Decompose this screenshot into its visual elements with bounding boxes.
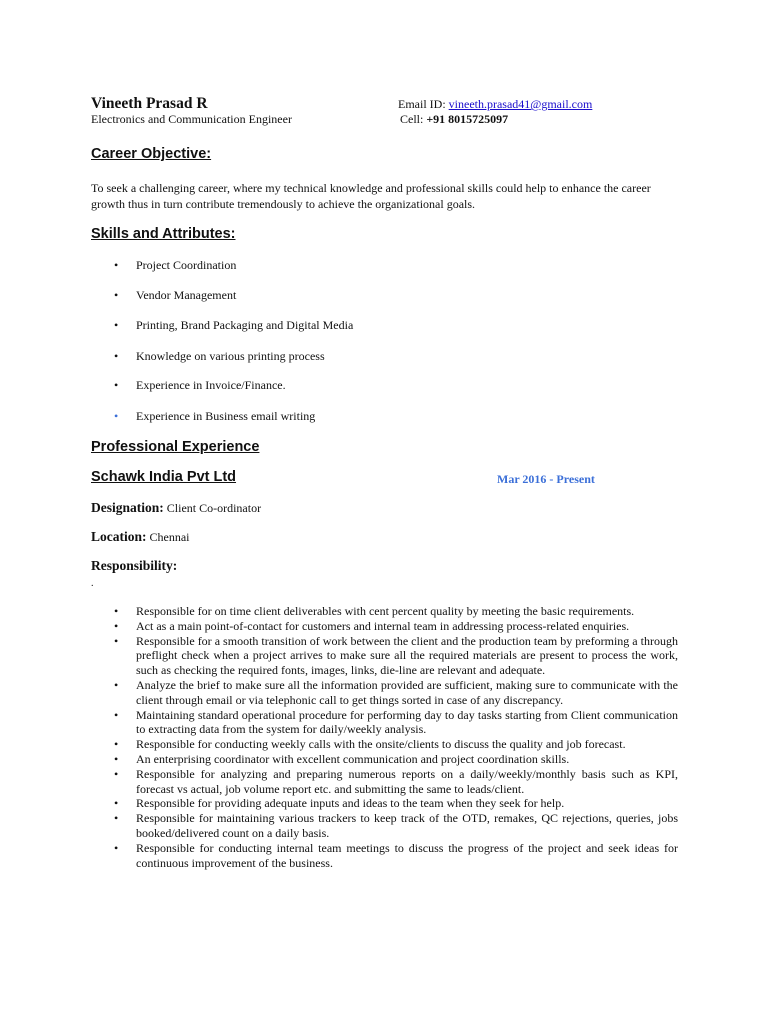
bullet-icon: • (114, 258, 119, 272)
list-item (114, 604, 678, 619)
responsibility-label: Responsibility: (91, 558, 178, 573)
skill-label: Experience in Invoice/Finance. (136, 378, 286, 392)
responsibility-text: Responsible for analyzing and preparing numerous reports on a daily/weekly/monthly basis such as KPI, forecast vs actual, job volume report etc. and submitting the same to leads/client. (136, 766, 678, 796)
cell-row (400, 112, 508, 127)
skill-label: Vendor Management (136, 288, 237, 302)
bullet-icon: • (114, 378, 119, 392)
bullet-icon: • (114, 811, 119, 826)
career-objective-line: To seek a challenging career, where my technical knowledge and professional skills could help to enhance the career (91, 181, 651, 195)
bullet-icon: • (114, 288, 119, 302)
list-item (114, 737, 678, 752)
bullet-icon: • (114, 737, 119, 752)
list-item (114, 796, 678, 811)
skill-item (114, 409, 315, 424)
designation-value: Client Co-ordinator (166, 501, 262, 515)
skill-label: Knowledge on various printing process (136, 349, 325, 363)
list-item (114, 619, 678, 634)
skill-item (114, 349, 325, 364)
responsibility-text: Act as a main point-of-contact for customers and internal team in addressing process-related enquiries. (136, 618, 630, 633)
bullet-icon: • (114, 677, 119, 692)
list-item (114, 678, 678, 708)
bullet-icon: • (114, 318, 119, 332)
skill-item (114, 258, 236, 273)
responsibility-text: Responsible for conducting internal team meetings to discuss the progress of the project and seek ideas for continuous improvement of the business. (136, 840, 678, 870)
list-item (114, 767, 678, 797)
bullet-icon: • (114, 766, 119, 781)
designation-line (91, 500, 261, 516)
email-link[interactable]: vineeth.prasad41@gmail.com (448, 97, 593, 111)
bullet-icon: • (114, 707, 119, 722)
responsibility-line (91, 558, 177, 574)
responsibility-text: Maintaining standard operational procedure for performing day to day tasks starting from Client communication to extracting data from the system for daily/weekly analysis. (136, 707, 678, 737)
responsibility-text: Analyze the brief to make sure all the information provided are sufficient, making sure to communicate with the client through email or via telephonic call to get things sorted in case of any discrepancy. (136, 677, 678, 707)
location-value: Chennai (149, 530, 190, 544)
location-line (91, 529, 190, 545)
designation-label: Designation: (91, 500, 164, 515)
bullet-icon: • (114, 840, 119, 855)
bullet-icon: • (114, 604, 119, 618)
location-label: Location: (91, 529, 147, 544)
skill-item (114, 288, 236, 303)
career-objective-text (91, 180, 686, 212)
skill-label: Printing, Brand Packaging and Digital Media (136, 318, 354, 332)
list-item (114, 752, 678, 767)
employment-dates: Mar 2016 - Present (497, 472, 595, 486)
responsibility-text: Responsible for maintaining various trackers to keep track of the OTD, remakes, QC rejections, queries, jobs booked/delivered count on a daily basis. (136, 811, 678, 840)
skill-item (114, 318, 353, 333)
responsibility-text: Responsible for providing adequate inputs and ideas to the team when they seek for help. (136, 796, 565, 811)
company-name: Schawk India Pvt Ltd (91, 469, 237, 485)
bullet-icon: • (114, 618, 119, 633)
skill-item (114, 378, 286, 393)
skills-heading: Skills and Attributes: (91, 226, 236, 242)
bullet-icon: • (114, 633, 119, 648)
bullet-icon: • (114, 796, 119, 811)
bullet-icon: • (114, 349, 119, 363)
career-objective-heading: Career Objective: (91, 146, 212, 162)
email-label: Email ID: (398, 97, 449, 111)
stray-dot: . (91, 578, 94, 589)
responsibility-list (114, 604, 678, 870)
cell-label: Cell: (400, 112, 427, 126)
responsibility-text: Responsible for conducting weekly calls with the onsite/clients to discuss the quality and job forecast. (136, 737, 626, 752)
career-objective-line: growth thus in turn contribute tremendously to achieve the organizational goals. (91, 197, 476, 211)
bullet-icon: • (114, 751, 119, 766)
candidate-title: Electronics and Communication Engineer (91, 112, 292, 126)
list-item (114, 708, 678, 738)
list-item (114, 811, 678, 841)
list-item (114, 634, 678, 678)
candidate-name: Vineeth Prasad R (91, 95, 208, 112)
responsibility-text: Responsible for a smooth transition of work between the client and the production team by preforming a through preflight check when a project arrives to make sure all the required materials are present to process the work, such as checking the required fonts, images, links, die-line are relevant and adequate. (136, 633, 678, 678)
bullet-icon: • (114, 409, 119, 423)
responsibility-text: An enterprising coordinator with excellent communication and project coordination skills. (136, 751, 570, 766)
cell-number: +91 8015725097 (426, 112, 509, 126)
email-row (398, 97, 592, 112)
responsibility-text: Responsible for on time client deliverables with cent percent quality by meeting the basic requirements. (136, 604, 635, 618)
skill-label: Project Coordination (136, 258, 237, 272)
list-item (114, 841, 678, 871)
skill-label: Experience in Business email writing (136, 409, 316, 423)
experience-heading: Professional Experience (91, 439, 260, 455)
